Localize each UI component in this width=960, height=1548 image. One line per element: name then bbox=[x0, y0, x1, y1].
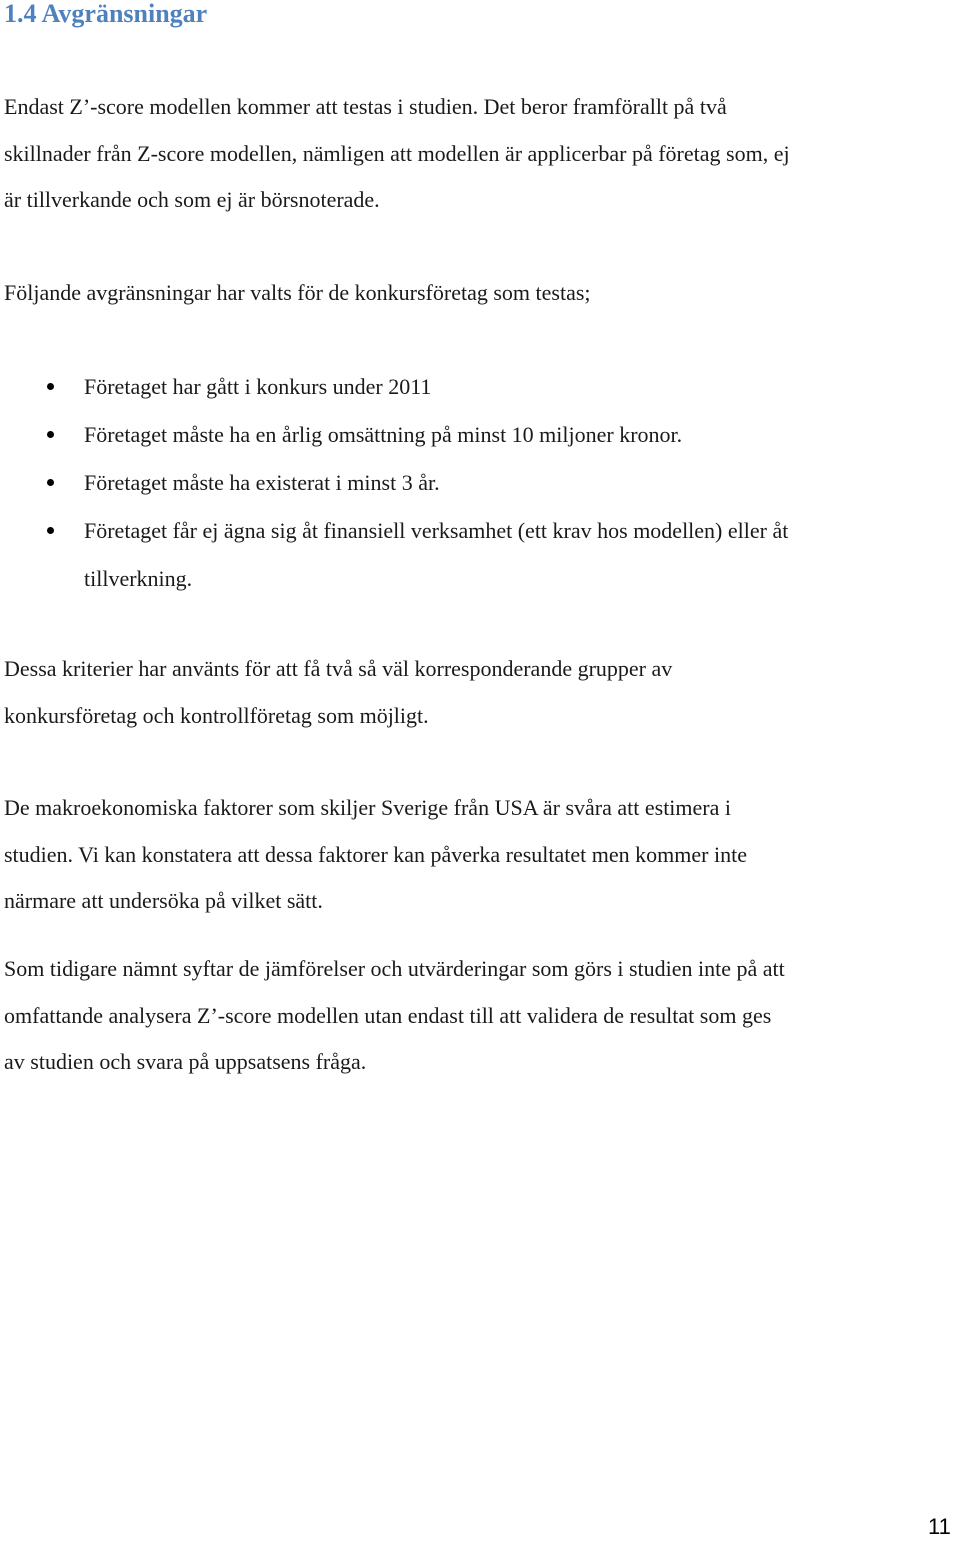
text-line: Dessa kriterier har använts för att få två så väl korresponderande grupper av bbox=[4, 656, 673, 681]
page-number: 11 bbox=[928, 1514, 951, 1539]
bullet-icon bbox=[47, 527, 54, 534]
text-line: konkursföretag och kontrollföretag som möjligt. bbox=[4, 702, 429, 728]
bullet-icon bbox=[47, 431, 54, 438]
section-heading: 1.4 Avgränsningar bbox=[4, 0, 208, 28]
list-item bbox=[0, 363, 960, 411]
text-line: studien. Vi kan konstatera att dessa faktorer kan påverka resultatet men kommer inte bbox=[4, 841, 747, 867]
bullet-icon bbox=[47, 479, 54, 486]
paragraph-delimitations-lead bbox=[4, 270, 591, 317]
text-line: skillnader från Z-score modellen, nämligen att modellen är applicerbar på företag som, ej bbox=[4, 140, 790, 166]
paragraph-criteria bbox=[4, 646, 672, 739]
text-line: Endast Z’-score modellen kommer att testas i studien. Det beror framförallt på två bbox=[4, 94, 727, 119]
delimitation-list bbox=[0, 363, 960, 603]
paragraph-scope-intro bbox=[4, 84, 790, 224]
text-line: omfattande analysera Z’-score modellen utan endast till att validera de resultat som ges bbox=[4, 1002, 772, 1028]
list-item bbox=[0, 459, 960, 507]
text-line: Företaget har gått i konkurs under 2011 bbox=[84, 374, 432, 399]
text-line: Företaget måste ha existerat i minst 3 år. bbox=[84, 470, 440, 495]
paragraph-purpose bbox=[4, 946, 785, 1086]
text-line: tillverkning. bbox=[84, 566, 193, 591]
text-line: De makroekonomiska faktorer som skiljer Sverige från USA är svåra att estimera i bbox=[4, 795, 731, 820]
text-line: Som tidigare nämnt syftar de jämförelser och utvärderingar som görs i studien inte på att bbox=[4, 956, 785, 981]
text-line: av studien och svara på uppsatsens fråga. bbox=[4, 1049, 367, 1074]
bullet-icon bbox=[47, 383, 54, 390]
list-item bbox=[0, 507, 960, 603]
list-item bbox=[0, 411, 960, 459]
text-line: Företaget får ej ägna sig åt finansiell verksamhet (ett krav hos modellen) eller åt bbox=[84, 518, 789, 543]
text-line: närmare att undersöka på vilket sätt. bbox=[4, 888, 323, 913]
paragraph-macroeconomics bbox=[4, 785, 747, 925]
text-line: är tillverkande och som ej är börsnoterade. bbox=[4, 187, 380, 212]
text-line: Företaget måste ha en årlig omsättning på minst 10 miljoner kronor. bbox=[84, 422, 683, 447]
text-line: Följande avgränsningar har valts för de konkursföretag som testas; bbox=[4, 280, 591, 305]
